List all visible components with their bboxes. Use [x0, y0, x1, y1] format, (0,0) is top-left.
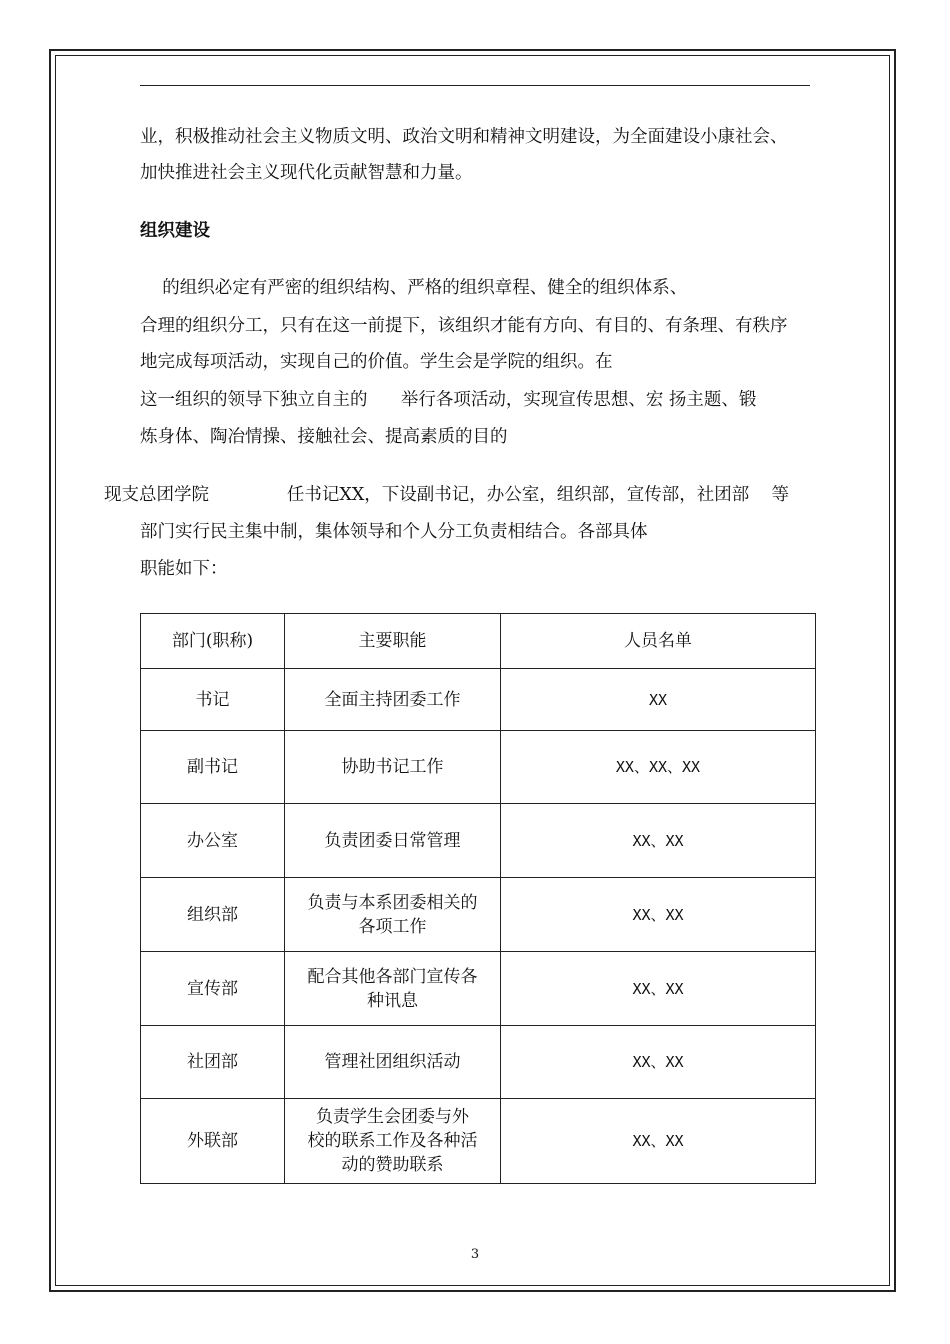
paragraph2-line-1: 现支总团学院 任书记XX，下设副书记，办公室，组织部，宣传部，社团部 等: [104, 485, 790, 505]
header-members: 人员名单: [501, 614, 816, 669]
cell-function: [285, 878, 501, 952]
function-line: 动的赞助联系: [341, 1155, 444, 1175]
page-number: 3: [470, 1247, 480, 1262]
function-line: 校的联系工作及各种活: [307, 1131, 478, 1151]
paragraph1-line-3: 地完成每项活动，实现自己的价值。学生会是学院的组织。在: [140, 352, 613, 372]
cell-members: XX、XX: [501, 878, 816, 952]
cell-members: XX、XX: [501, 804, 816, 878]
cell-department: 社团部: [141, 1026, 285, 1099]
paragraph1-line-2: 合理的组织分工，只有在这一前提下，该组织才能有方向、有目的、有条理、有秩序: [140, 316, 788, 336]
paragraph2-line-2: 部门实行民主集中制，集体领导和个人分工负责相结合。各部具体: [140, 522, 648, 542]
cell-members: XX、XX: [501, 952, 816, 1026]
cell-department: 组织部: [141, 878, 285, 952]
cell-function: [285, 1026, 501, 1099]
table-row: [141, 878, 816, 952]
cell-function: [285, 952, 501, 1026]
cell-function: [285, 1099, 501, 1184]
header-function: 主要职能: [285, 614, 501, 669]
paragraph1-line-4: 这一组织的领导下独立自主的 举行各项活动，实现宣传思想、宏 扬主题、锻: [140, 390, 757, 410]
header-rule: [140, 85, 810, 86]
table-header-row: [141, 614, 816, 669]
cell-members: XX、XX、XX: [501, 731, 816, 804]
table-row: [141, 731, 816, 804]
table-row: [141, 804, 816, 878]
function-line: 全面主持团委工作: [324, 689, 461, 710]
section-title: 组织建设: [140, 221, 210, 241]
paragraph2-line-3: 职能如下：: [140, 559, 228, 579]
cell-department: 书记: [141, 669, 285, 731]
cell-department: 副书记: [141, 731, 285, 804]
intro-line-1: 业，积极推动社会主义物质文明、政治文明和精神文明建设，为全面建设小康社会、: [140, 127, 788, 147]
function-line: 管理社团组织活动: [324, 1052, 461, 1072]
function-line: 负责学生会团委与外: [316, 1107, 469, 1127]
function-line: 种讯息: [367, 990, 418, 1011]
cell-department: 办公室: [141, 804, 285, 878]
cell-members: XX: [501, 669, 816, 731]
function-line: 配合其他各部门宣传各: [307, 966, 478, 987]
table-row: [141, 952, 816, 1026]
cell-function: [285, 669, 501, 731]
header-department: 部门(职称): [141, 614, 285, 669]
cell-department: 外联部: [141, 1099, 285, 1184]
cell-members: XX、XX: [501, 1099, 816, 1184]
function-line: 协助书记工作: [341, 757, 444, 777]
cell-department: 宣传部: [141, 952, 285, 1026]
table-row: [141, 669, 816, 731]
cell-function: [285, 804, 501, 878]
paragraph1-line-1: 的组织必定有严密的组织结构、严格的组织章程、健全的组织体系、: [140, 278, 688, 298]
function-line: 负责与本系团委相关的: [307, 892, 478, 913]
table-row: [141, 1099, 816, 1184]
intro-line-2: 加快推进社会主义现代化贡献智慧和力量。: [140, 163, 473, 183]
function-line: 各项工作: [358, 916, 427, 937]
department-table: [140, 613, 816, 1184]
table-row: [141, 1026, 816, 1099]
cell-function: [285, 731, 501, 804]
cell-members: XX、XX: [501, 1026, 816, 1099]
paragraph1-line-5: 炼身体、陶冶情操、接触社会、提高素质的目的: [140, 427, 508, 447]
function-line: 负责团委日常管理: [324, 830, 461, 851]
